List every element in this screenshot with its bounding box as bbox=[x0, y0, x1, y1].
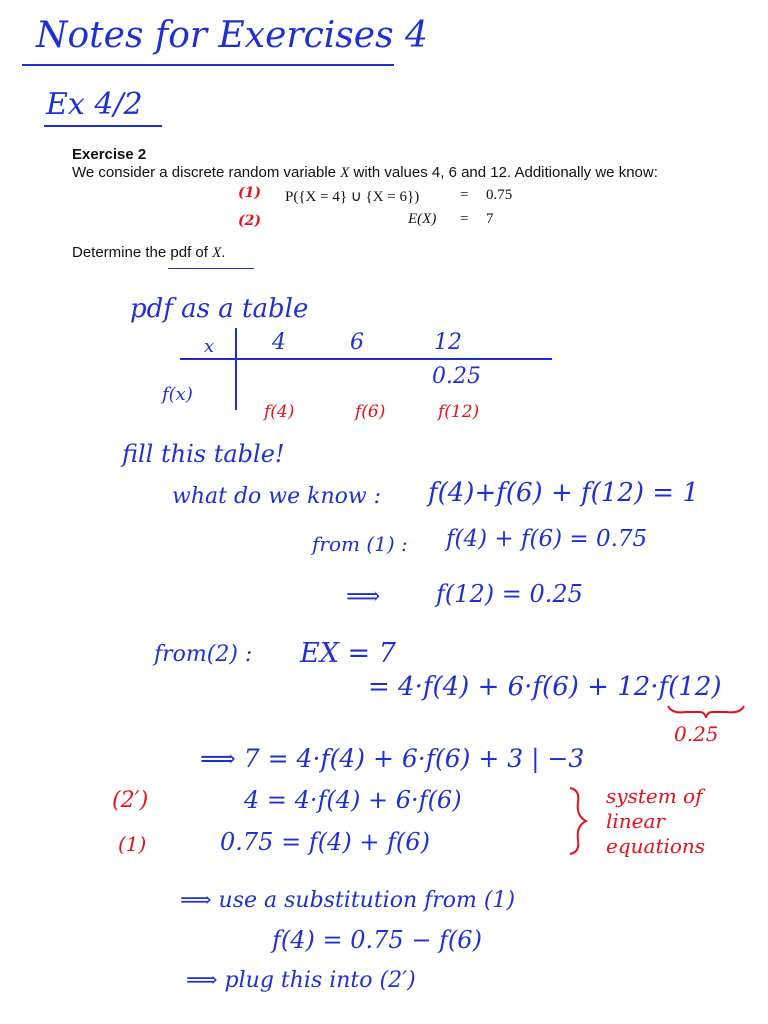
task-text-b: . bbox=[221, 244, 226, 261]
table-x-label: x bbox=[204, 336, 215, 357]
note-fill-table: fill this table! bbox=[122, 440, 285, 468]
note-ex-equation: EX = 7 bbox=[300, 638, 396, 669]
condition-lhs-2: E(X) bbox=[408, 211, 437, 227]
system-label: system of linear equations bbox=[606, 784, 706, 858]
title-underline bbox=[22, 64, 394, 66]
exercise-tag: Ex 4/2 bbox=[46, 87, 143, 122]
table-fx-label: f(x) bbox=[162, 384, 193, 405]
exercise-tag-underline bbox=[44, 125, 162, 127]
table-cell-label-f6: f(6) bbox=[355, 402, 386, 422]
page-title: Notes for Exercises 4 bbox=[36, 15, 428, 56]
underbrace-mark bbox=[666, 702, 746, 718]
condition-lhs-1: P({X = 4} ∪ {X = 6}) bbox=[285, 189, 420, 205]
note-sum-equation: f(4)+f(6) + f(12) = 1 bbox=[428, 478, 699, 508]
note-from-1: from (1) : bbox=[312, 532, 408, 556]
note-what-we-know: what do we know : bbox=[172, 484, 382, 509]
underbrace-value: 0.25 bbox=[674, 722, 719, 746]
note-f12-equation: f(12) = 0.25 bbox=[436, 580, 583, 608]
equation-marker-2prime: (2′) bbox=[112, 788, 149, 813]
equation-marker-1: (1) bbox=[118, 832, 147, 856]
note-from-1-equation: f(4) + f(6) = 0.75 bbox=[446, 526, 648, 552]
table-value-4: 4 bbox=[272, 330, 286, 355]
intro-var: X bbox=[340, 165, 350, 181]
condition-eq-2: = bbox=[460, 211, 469, 227]
table-cell-label-f4: f(4) bbox=[264, 402, 295, 422]
note-seven-equation: ⟹ 7 = 4·f(4) + 6·f(6) + 3 | −3 bbox=[200, 744, 585, 773]
condition-marker-2: (2) bbox=[238, 213, 261, 229]
task-var: X bbox=[212, 245, 222, 261]
exercise-intro bbox=[72, 164, 658, 182]
task-text-a: Determine the pdf of bbox=[72, 244, 213, 261]
intro-text-a: We consider a discrete random variable bbox=[72, 164, 341, 181]
table-vertical-line bbox=[235, 328, 237, 410]
implies-arrow-icon: ⟹ bbox=[346, 582, 381, 610]
note-plug-in: ⟹ plug this into (2′) bbox=[186, 968, 416, 993]
note-substitution: ⟹ use a substitution from (1) bbox=[180, 888, 516, 913]
note-f4-equation: f(4) = 0.75 − f(6) bbox=[272, 926, 482, 954]
condition-marker-1: (1) bbox=[238, 185, 261, 201]
table-known-value: 0.25 bbox=[432, 364, 481, 389]
table-caption: pdf as a table bbox=[130, 294, 309, 324]
exercise-heading: Exercise 2 bbox=[72, 146, 147, 163]
table-value-6: 6 bbox=[350, 330, 364, 355]
curly-brace-mark bbox=[566, 786, 592, 856]
note-expansion: = 4·f(4) + 6·f(6) + 12·f(12) bbox=[368, 672, 722, 702]
task-underline bbox=[168, 268, 254, 269]
equation-1: 0.75 = f(4) + f(6) bbox=[220, 828, 430, 856]
exercise-task bbox=[72, 244, 225, 262]
condition-rhs-1: 0.75 bbox=[486, 187, 513, 203]
condition-rhs-2: 7 bbox=[486, 211, 494, 227]
condition-eq-1: = bbox=[460, 187, 469, 203]
note-from-2: from(2) : bbox=[154, 642, 253, 667]
equation-2prime: 4 = 4·f(4) + 6·f(6) bbox=[244, 786, 462, 814]
table-value-12: 12 bbox=[434, 330, 462, 355]
intro-text-b: with values 4, 6 and 12. Additionally we know: bbox=[349, 164, 658, 181]
table-cell-label-f12: f(12) bbox=[438, 402, 480, 422]
